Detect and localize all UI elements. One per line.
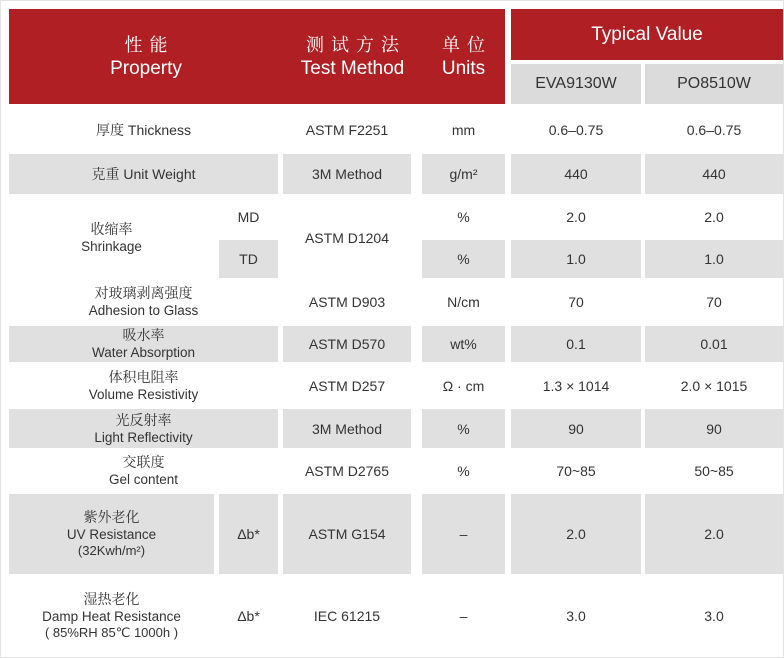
value-eva-cell: 2.0: [511, 194, 645, 237]
property-cell: [9, 406, 283, 448]
row-unit-weight: [9, 151, 783, 194]
header-units-zh: 单位: [442, 34, 492, 55]
property-en: Damp Heat Resistance: [42, 608, 181, 624]
units-cell: N/cm: [422, 278, 511, 323]
row-adhesion-to-glass: [9, 278, 783, 323]
property-cell: [9, 574, 219, 654]
property-en: Water Absorption: [91, 345, 196, 360]
header-units-en: Units: [441, 57, 486, 79]
value-eva-cell: 70: [511, 278, 645, 323]
test-method-cell: ASTM D2765: [283, 448, 422, 491]
header-typical-value: Typical Value: [511, 9, 783, 60]
value-eva-cell: 2.0: [511, 491, 645, 574]
units-cell: %: [422, 406, 511, 448]
test-method-cell: IEC 61215: [283, 574, 422, 654]
property-zh: 对玻璃剥离强度: [94, 285, 193, 301]
value-po-cell: 1.0: [645, 237, 783, 278]
units-cell: g/m²: [422, 151, 511, 194]
header-product-eva9130w: EVA9130W: [511, 60, 645, 104]
property-cell: [9, 448, 283, 491]
test-method-cell: ASTM D570: [283, 323, 422, 362]
value-po-cell: 0.01: [645, 323, 783, 362]
sub-label-cell: Δb*: [219, 574, 283, 654]
property-cell: [9, 362, 283, 406]
property-zh: 吸水率: [122, 327, 165, 343]
test-method-cell: ASTM D257: [283, 362, 422, 406]
units-cell: %: [422, 448, 511, 491]
property-en: Adhesion to Glass: [88, 303, 199, 318]
row-damp-heat-resistance: [9, 574, 783, 654]
header-product-po8510w: PO8510W: [645, 60, 783, 104]
header-row-top: [9, 9, 783, 60]
sub-label-cell: Δb*: [219, 491, 283, 574]
value-po-cell: 0.6–0.75: [645, 104, 783, 151]
value-po-cell: 70: [645, 278, 783, 323]
test-method-cell: ASTM G154: [283, 491, 422, 574]
value-eva-cell: 1.3 × 1014: [511, 362, 645, 406]
value-eva-cell: 0.6–0.75: [511, 104, 645, 151]
property-cell: [9, 323, 283, 362]
row-uv-resistance: [9, 491, 783, 574]
units-cell: wt%: [422, 323, 511, 362]
row-gel-content: [9, 448, 783, 491]
row-shrinkage-md: [9, 194, 783, 237]
value-eva-cell: 440: [511, 151, 645, 194]
row-volume-resistivity: [9, 362, 783, 406]
property-cell: [9, 491, 219, 574]
units-cell: %: [422, 237, 511, 278]
property-zh: 体积电阻率: [108, 368, 179, 385]
property-cell: 克重 Unit Weight: [9, 151, 283, 194]
test-method-cell: 3M Method: [283, 151, 422, 194]
units-cell: –: [422, 491, 511, 574]
property-en: UV Resistance: [66, 527, 157, 542]
value-eva-cell: 1.0: [511, 237, 645, 278]
sub-label-cell: MD: [219, 194, 283, 237]
units-cell: –: [422, 574, 511, 654]
units-cell: %: [422, 194, 511, 237]
header-property: [9, 9, 283, 104]
property-note: (32Kwh/m²): [77, 543, 146, 558]
value-po-cell: 440: [645, 151, 783, 194]
test-method-cell: ASTM D903: [283, 278, 422, 323]
property-note: ( 85%RH 85℃ 1000h ): [44, 624, 179, 640]
test-method-cell: ASTM F2251: [283, 104, 422, 151]
units-cell: Ω · cm: [422, 362, 511, 406]
property-en: Light Reflectivity: [94, 429, 193, 445]
value-po-cell: 2.0 × 1015: [645, 362, 783, 406]
property-zh: 交联度: [122, 454, 165, 470]
value-eva-cell: 70~85: [511, 448, 645, 491]
value-po-cell: 2.0: [645, 194, 783, 237]
property-cell: 厚度 Thickness: [9, 104, 283, 151]
value-eva-cell: 3.0: [511, 574, 645, 654]
header-units: [422, 9, 511, 104]
test-method-cell: 3M Method: [283, 406, 422, 448]
units-cell: mm: [422, 104, 511, 151]
property-zh: 湿热老化: [83, 590, 140, 607]
spec-table: [9, 9, 783, 654]
value-eva-cell: 90: [511, 406, 645, 448]
header-test-method: [283, 9, 422, 104]
property-zh: 收缩率: [90, 220, 133, 237]
header-test-method-en: Test Method: [300, 57, 405, 79]
value-po-cell: 3.0: [645, 574, 783, 654]
value-eva-cell: 0.1: [511, 323, 645, 362]
property-en: Shrinkage: [81, 238, 142, 254]
header-test-method-zh: 测试方法: [306, 34, 406, 55]
row-thickness: [9, 104, 783, 151]
property-zh: 光反射率: [115, 411, 172, 428]
sub-label-cell: TD: [219, 237, 283, 278]
property-en: Gel content: [108, 472, 179, 487]
value-po-cell: 90: [645, 406, 783, 448]
value-po-cell: 50~85: [645, 448, 783, 491]
property-en: Volume Resistivity: [88, 386, 199, 402]
property-zh: 紫外老化: [83, 509, 140, 525]
row-light-reflectivity: [9, 406, 783, 448]
property-cell: [9, 194, 219, 278]
header-property-zh: 性能: [124, 34, 175, 55]
test-method-cell: ASTM D1204: [283, 194, 422, 278]
property-cell: [9, 278, 283, 323]
value-po-cell: 2.0: [645, 491, 783, 574]
header-property-en: Property: [110, 57, 182, 79]
row-water-absorption: [9, 323, 783, 362]
